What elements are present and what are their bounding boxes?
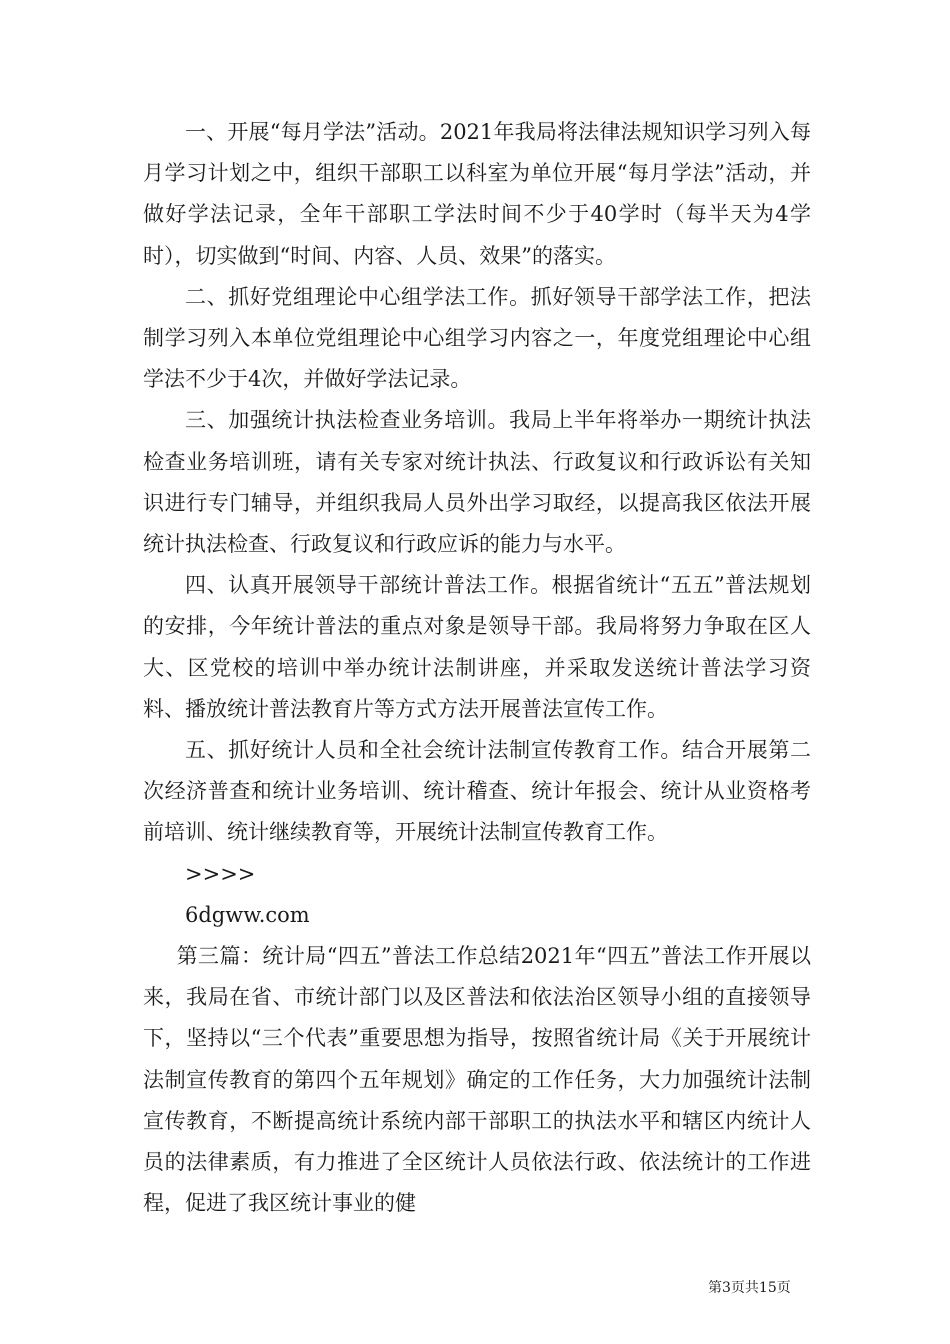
paragraph-3: 三、加强统计执法检查业务培训。我局上半年将举办一期统计执法检查业务培训班，请有关专家对统计执法、行政复议和行政诉讼有关知识进行专门辅导，并组织我局人员外出学习取经，以提高我区依法开展统计执法检查、行政复议和行政应诉的能力与水平。 — [143, 408, 811, 557]
paragraph-1: 一、开展“每月学法”活动。2021年我局将法律法规知识学习列入每月学习计划之中，组织干部职工以科室为单位开展“每月学法”活动，并做好学法记录，全年干部职工学法时间不少于40学时（每半天为4学时），切实做到“时间、内容、人员、效果”的落实。 — [143, 120, 811, 268]
page-number: 第3页共15页 — [708, 1280, 791, 1296]
paragraph-2: 二、抓好党组理论中心组学法工作。抓好领导干部学法工作，把法制学习列入本单位党组理论中心组学习内容之一，年度党组理论中心组学法不少于4次，并做好学法记录。 — [143, 284, 811, 392]
document-body — [143, 112, 811, 1224]
separator-marks: >>>> — [185, 861, 256, 886]
paragraph-section-three: 第三篇：统计局“四五”普法工作总结2021年“四五”普法工作开展以来，我局在省、市统计部门以及区普法和依法治区领导小组的直接领导下，坚持以“三个代表”重要思想为指导，按照省统计局《关于开展统计法制宣传教育的第四个五年规划》确定的工作任务，大力加强统计法制宣传教育，不断提高统计系统内部干部职工的执法水平和辖区内统计人员的法律素质，有力推进了全区统计人员依法行政、依法统计的工作进程，促进了我区统计事业的健 — [143, 944, 811, 1216]
website-text: 6dgww.com — [185, 902, 310, 927]
paragraph-5: 五、抓好统计人员和全社会统计法制宣传教育工作。结合开展第二次经济普查和统计业务培训、统计稽查、统计年报会、统计从业资格考前培训、统计继续教育等，开展统计法制宣传教育工作。 — [143, 738, 811, 845]
paragraph-4: 四、认真开展领导干部统计普法工作。根据省统计“五五”普法规划的安排，今年统计普法的重点对象是领导干部。我局将努力争取在区人大、区党校的培训中举办统计法制讲座，并采取发送统计普法学习资料、播放统计普法教育片等方式方法开展普法宣传工作。 — [143, 573, 811, 721]
